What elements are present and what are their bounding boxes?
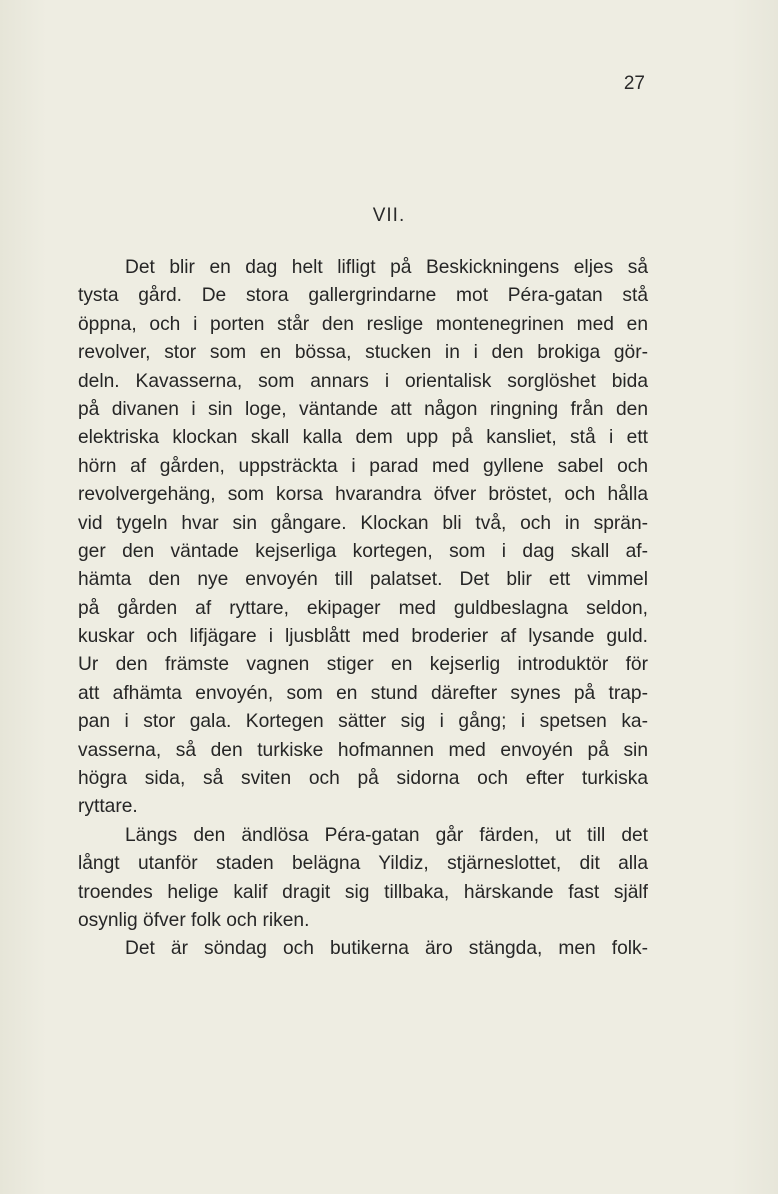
text-line: på gården af ryttare, ekipager med guldbeslagna seldon, <box>78 597 648 619</box>
text-line: hämta den nye envoyén till palatset. Det blir ett vimmel <box>78 569 648 591</box>
text-line: Det är söndag och butikerna äro stängda, men folk- <box>125 938 648 960</box>
text-line: långt utanför staden belägna Yildiz, stjärneslottet, dit alla <box>78 853 648 875</box>
text-line: att afhämta envoyén, som en stund därefter synes på trap- <box>78 682 648 704</box>
text-line: osynlig öfver folk och riken. <box>78 909 310 931</box>
body-text <box>78 254 648 964</box>
text-line: Ur den främste vagnen stiger en kejserlig introduktör för <box>78 654 648 676</box>
text-line: högra sida, så sviten och på sidorna och efter turkiska <box>78 768 648 790</box>
text-line: elektriska klockan skall kalla dem upp på kansliet, stå i ett <box>78 427 648 449</box>
text-line: kuskar och lifjägare i ljusblått med broderier af lysande guld. <box>78 626 648 648</box>
text-line: vasserna, så den turkiske hofmannen med envoyén på sin <box>78 739 648 761</box>
text-line: troendes helige kalif dragit sig tillbaka, härskande fast själf <box>78 881 648 903</box>
text-line: öppna, och i porten står den reslige montenegrinen med en <box>78 313 648 335</box>
text-line: på divanen i sin loge, väntande att någon ringning från den <box>78 398 648 420</box>
text-line: ger den väntade kejserliga kortegen, som i dag skall af- <box>78 540 648 562</box>
text-line: revolver, stor som en bössa, stucken in i den brokiga gör- <box>78 342 648 364</box>
text-line: ryttare. <box>78 796 138 818</box>
page-number: 27 <box>623 73 645 94</box>
text-line: pan i stor gala. Kortegen sätter sig i gång; i spetsen ka- <box>78 711 648 733</box>
text-line: Det blir en dag helt lifligt på Beskickningens eljes så <box>125 257 648 278</box>
text-line: hörn af gården, uppsträckta i parad med gyllene sabel och <box>78 455 648 477</box>
text-line: Längs den ändlösa Péra-gatan går färden, ut till det <box>125 824 648 846</box>
text-line: vid tygeln hvar sin gångare. Klockan bli två, och in sprän- <box>78 512 648 534</box>
chapter-heading: VII. <box>372 205 406 226</box>
text-line: deln. Kavasserna, som annars i orientalisk sorglöshet bida <box>78 370 648 392</box>
text-line: revolvergehäng, som korsa hvarandra öfver bröstet, och hålla <box>78 484 648 506</box>
text-line: tysta gård. De stora gallergrindarne mot Péra-gatan stå <box>78 285 648 307</box>
